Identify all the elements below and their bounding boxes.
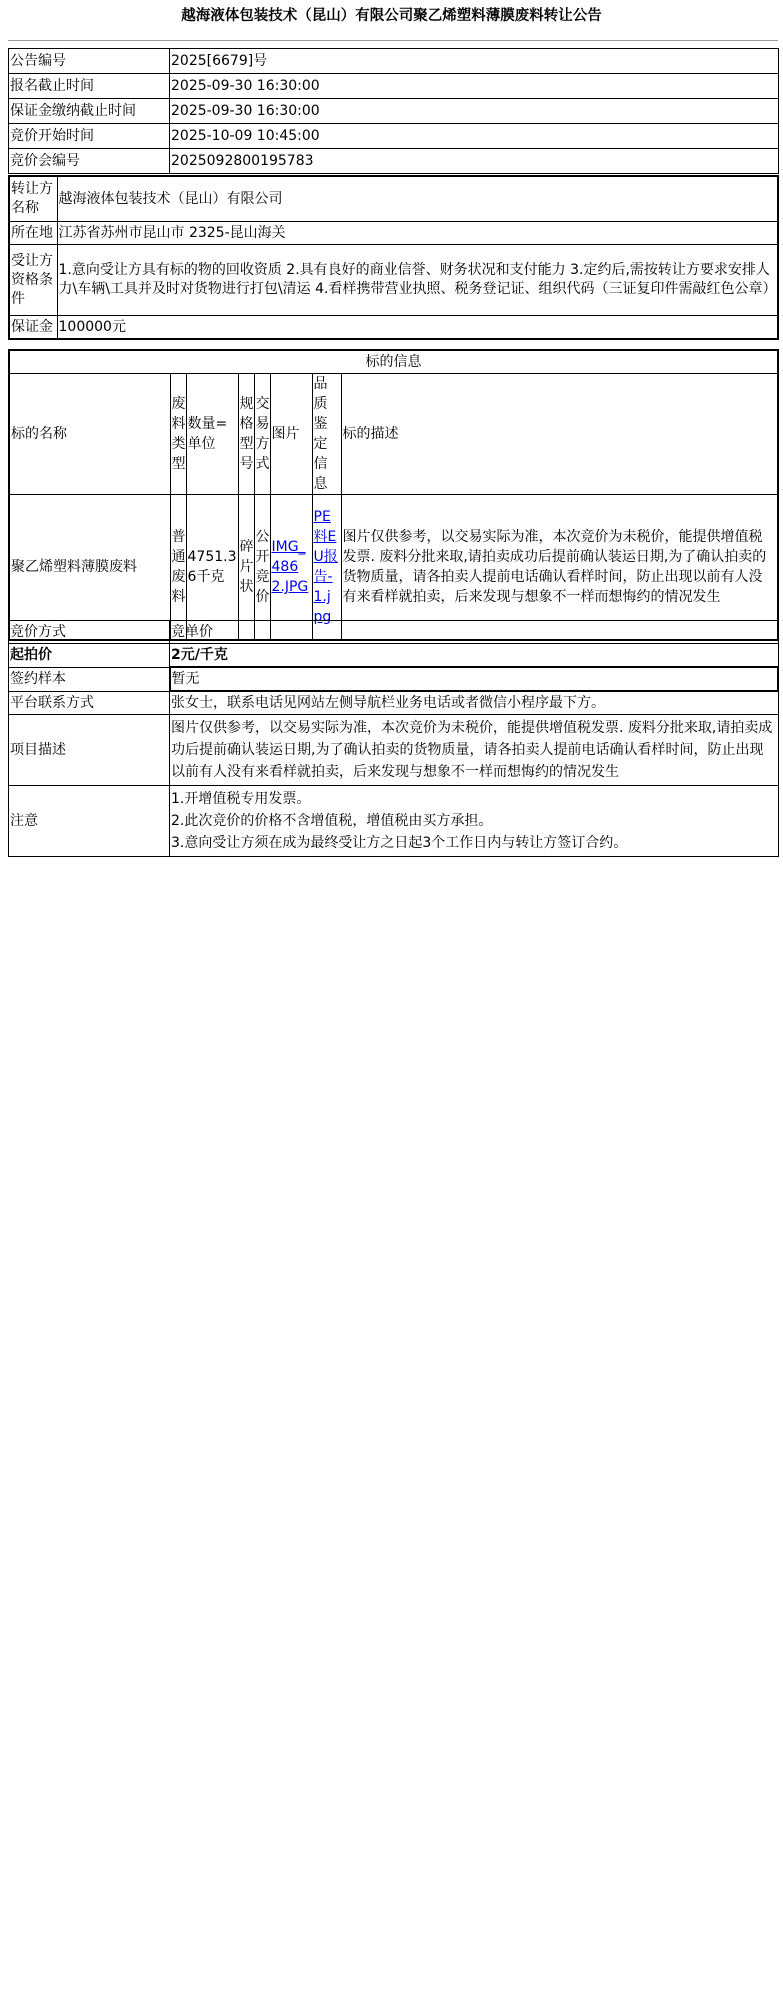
qualification-label: 受让方资格条件	[9, 245, 57, 316]
table-row	[9, 495, 778, 641]
start-price-label: 起拍价	[9, 644, 170, 668]
deposit-value: 100000元	[57, 316, 778, 340]
seller-name-value: 越海液体包装技术（昆山）有限公司	[57, 176, 778, 222]
bidding-details-table	[8, 620, 779, 857]
location-label: 所在地	[9, 222, 57, 245]
page-title: 越海液体包装技术（昆山）有限公司聚乙烯塑料薄膜废料转让公告	[181, 8, 602, 24]
auction-number-value: 2025092800195783	[170, 149, 779, 174]
lot-image-cell	[270, 495, 312, 641]
table-row	[9, 621, 779, 644]
announcement-number-label: 公告编号	[9, 49, 170, 74]
table-row	[9, 667, 779, 691]
note-item: 3.意向受让方须在成为最终受让方之日起3个工作日内与转让方签订合约。	[171, 835, 628, 851]
column-header: 标的名称	[9, 374, 170, 495]
lot-image-link[interactable]: IMG_4862.JPG	[271, 539, 309, 595]
project-description-value: 图片仅供参考，以交易实际为准，本次竞价为未税价，能提供增值税发票. 废料分批来取,请拍卖成功后提前确认装运日期,为了确认拍卖的货物质量，请各拍卖人提前电话确认看样时间，防止出现以前有人没有来看样就拍卖，后来发现与想象不一样而想悔约的情况发生	[170, 715, 779, 786]
registration-deadline-value: 2025-09-30 16:30:00	[170, 74, 779, 99]
announcement-number-value: 2025[6679]号	[170, 49, 779, 74]
table-row	[9, 49, 779, 74]
auction-number-label: 竞价会编号	[9, 149, 170, 174]
contract-sample-value: 暂无	[170, 667, 779, 691]
qualification-value: 1.意向受让方具有标的物的回收资质 2.具有良好的商业信誉、财务状况和支付能力 3.定约后,需按转让方要求安排人力\车辆\工具并及时对货物进行打包\清运 4.看样携带营业执照、税务登记证、组织代码（三证复印件需敲红色公章）	[57, 245, 778, 316]
divider	[8, 40, 778, 41]
lot-quality-cell	[312, 495, 341, 641]
seller-info-table	[8, 175, 779, 340]
table-row	[9, 99, 779, 124]
table-header-row	[9, 374, 778, 495]
column-header: 标的描述	[341, 374, 778, 495]
announcement-info-table	[8, 48, 779, 174]
table-row	[9, 715, 779, 786]
bid-method-label: 竞价方式	[9, 621, 170, 644]
table-row	[9, 222, 778, 245]
table-row	[9, 74, 779, 99]
note-item: 1.开增值税专用发票。	[171, 791, 311, 807]
registration-deadline-label: 报名截止时间	[9, 74, 170, 99]
table-row	[9, 176, 778, 222]
column-header: 废料类型	[170, 374, 186, 495]
table-row	[9, 245, 778, 316]
table-row	[9, 350, 778, 374]
location-value: 江苏省苏州市昆山市 2325-昆山海关	[57, 222, 778, 245]
contract-sample-label: 签约样本	[9, 667, 170, 691]
column-header: 数量=单位	[186, 374, 238, 495]
note-item: 2.此次竞价的价格不含增值税，增值税由买方承担。	[171, 813, 493, 829]
column-header: 品质鉴定信息	[312, 374, 341, 495]
table-row	[9, 786, 779, 857]
deposit-label: 保证金	[9, 316, 57, 340]
table-row	[9, 124, 779, 149]
table-row	[9, 316, 778, 340]
lot-name: 聚乙烯塑料薄膜废料	[9, 495, 170, 641]
bid-start-time-label: 竞价开始时间	[9, 124, 170, 149]
bid-method-value: 竞单价	[170, 621, 779, 644]
column-header: 图片	[270, 374, 312, 495]
quality-report-link[interactable]: PE料EU报告-1.jpg	[313, 509, 338, 625]
deposit-deadline-value: 2025-09-30 16:30:00	[170, 99, 779, 124]
contact-label: 平台联系方式	[9, 691, 170, 715]
lot-waste-type: 普通废料	[170, 495, 186, 641]
lot-spec: 碎片状	[238, 495, 254, 641]
table-row	[9, 691, 779, 715]
notes-cell	[170, 786, 779, 857]
column-header: 规格型号	[238, 374, 254, 495]
deposit-deadline-label: 保证金缴纳截止时间	[9, 99, 170, 124]
column-header: 交易方式	[254, 374, 270, 495]
table-row	[9, 644, 779, 668]
table-row	[9, 149, 779, 174]
seller-name-label: 转让方名称	[9, 176, 57, 222]
lot-trade-method: 公开竞价	[254, 495, 270, 641]
notes-label: 注意	[9, 786, 170, 857]
project-description-label: 项目描述	[9, 715, 170, 786]
lot-info-table	[8, 349, 779, 641]
lot-description: 图片仅供参考，以交易实际为准，本次竞价为未税价，能提供增值税发票. 废料分批来取,请拍卖成功后提前确认装运日期,为了确认拍卖的货物质量，请各拍卖人提前电话确认看样时间，防止出现以前有人没有来看样就拍卖，后来发现与想象不一样而想悔约的情况发生	[341, 495, 778, 641]
lot-quantity: 4751.36千克	[186, 495, 238, 641]
lot-section-title: 标的信息	[9, 350, 778, 374]
start-price-value: 2元/千克	[170, 644, 779, 668]
bid-start-time-value: 2025-10-09 10:45:00	[170, 124, 779, 149]
contact-value: 张女士，联系电话见网站左侧导航栏业务电话或者微信小程序最下方。	[170, 691, 779, 715]
